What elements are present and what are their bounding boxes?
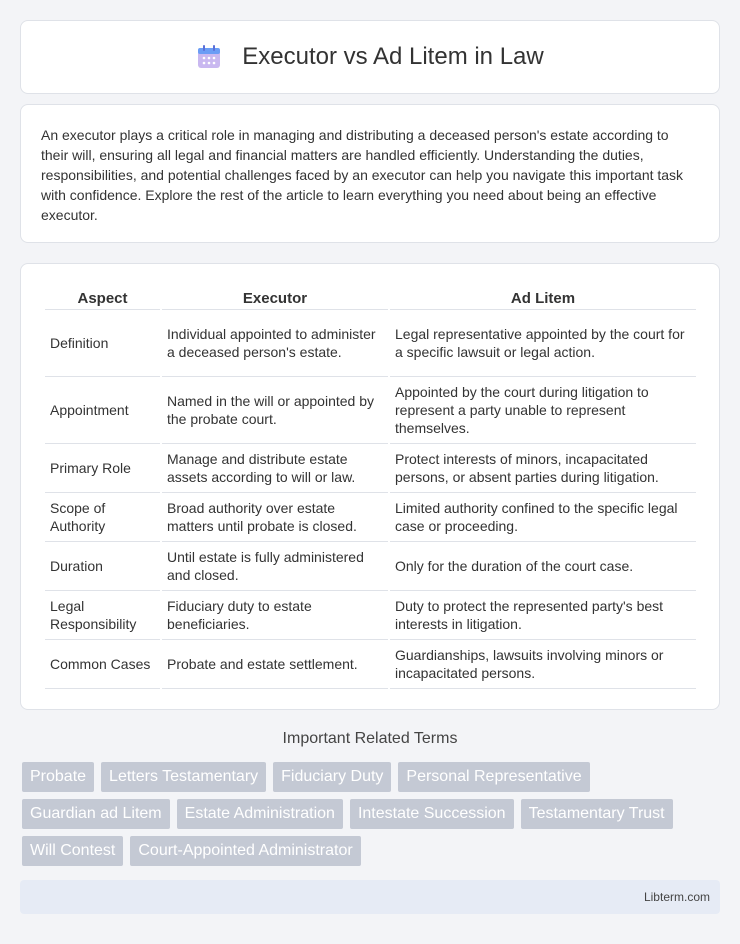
footer (20, 880, 720, 914)
table-row (45, 591, 696, 640)
cell-aspect: Primary Role (45, 444, 160, 493)
table-row (45, 493, 696, 542)
calendar-icon (196, 44, 222, 70)
intro-card (20, 104, 720, 243)
tag-court-appointed-administrator[interactable]: Court-Appointed Administrator (130, 836, 360, 866)
cell-ad-litem: Appointed by the court during litigation to represent a party unable to represent themselves. (390, 377, 696, 444)
intro-text: An executor plays a critical role in managing and distributing a deceased person's estate according to their will, ensuring all legal and financial matters are handled efficiently. Understanding the duties, responsibilities, and potential challenges faced by an executor can help you navigate this important task with confidence. Explore the rest of the article to learn everything you need about being an effective executor. (41, 127, 684, 223)
table-row (45, 310, 696, 377)
cell-executor: Manage and distribute estate assets according to will or law. (162, 444, 388, 493)
cell-aspect: Legal Responsibility (45, 591, 160, 640)
footer-site-link[interactable]: Libterm.com (643, 890, 710, 904)
cell-executor: Probate and estate settlement. (162, 640, 388, 689)
cell-ad-litem: Only for the duration of the court case. (390, 542, 696, 591)
table-row (45, 444, 696, 493)
tag-probate[interactable]: Probate (22, 762, 94, 792)
cell-ad-litem: Limited authority confined to the specific legal case or proceeding. (390, 493, 696, 542)
tag-will-contest[interactable]: Will Contest (22, 836, 123, 866)
cell-aspect: Definition (45, 310, 160, 377)
cell-ad-litem: Duty to protect the represented party's best interests in litigation. (390, 591, 696, 640)
header-aspect: Aspect (45, 286, 160, 310)
cell-ad-litem: Protect interests of minors, incapacitated persons, or absent parties during litigation. (390, 444, 696, 493)
cell-executor: Until estate is fully administered and closed. (162, 542, 388, 591)
related-terms-title: Important Related Terms (282, 730, 458, 747)
cell-aspect: Appointment (45, 377, 160, 444)
tag-personal-representative[interactable]: Personal Representative (398, 762, 589, 792)
comparison-table (43, 286, 698, 689)
tag-guardian-ad-litem[interactable]: Guardian ad Litem (22, 799, 170, 829)
cell-ad-litem: Guardianships, lawsuits involving minors or incapacitated persons. (390, 640, 696, 689)
tag-intestate-succession[interactable]: Intestate Succession (350, 799, 514, 829)
tag-letters-testamentary[interactable]: Letters Testamentary (101, 762, 266, 792)
header-executor: Executor (162, 286, 388, 310)
tag-estate-administration[interactable]: Estate Administration (177, 799, 343, 829)
header-ad-litem: Ad Litem (390, 286, 696, 310)
cell-executor: Individual appointed to administer a deceased person's estate. (162, 310, 388, 377)
table-header-row (45, 286, 696, 310)
cell-aspect: Scope of Authority (45, 493, 160, 542)
table-row (45, 640, 696, 689)
cell-aspect: Common Cases (45, 640, 160, 689)
cell-executor: Fiduciary duty to estate beneficiaries. (162, 591, 388, 640)
cell-aspect: Duration (45, 542, 160, 591)
cell-executor: Named in the will or appointed by the probate court. (162, 377, 388, 444)
related-terms-list (22, 762, 722, 873)
header-card (20, 20, 720, 94)
comparison-card (20, 263, 720, 710)
cell-executor: Broad authority over estate matters until probate is closed. (162, 493, 388, 542)
tag-fiduciary-duty[interactable]: Fiduciary Duty (273, 762, 391, 792)
table-row (45, 542, 696, 591)
tag-testamentary-trust[interactable]: Testamentary Trust (521, 799, 673, 829)
page-title: Executor vs Ad Litem in Law (242, 43, 544, 70)
table-row (45, 377, 696, 444)
cell-ad-litem: Legal representative appointed by the court for a specific lawsuit or legal action. (390, 310, 696, 377)
